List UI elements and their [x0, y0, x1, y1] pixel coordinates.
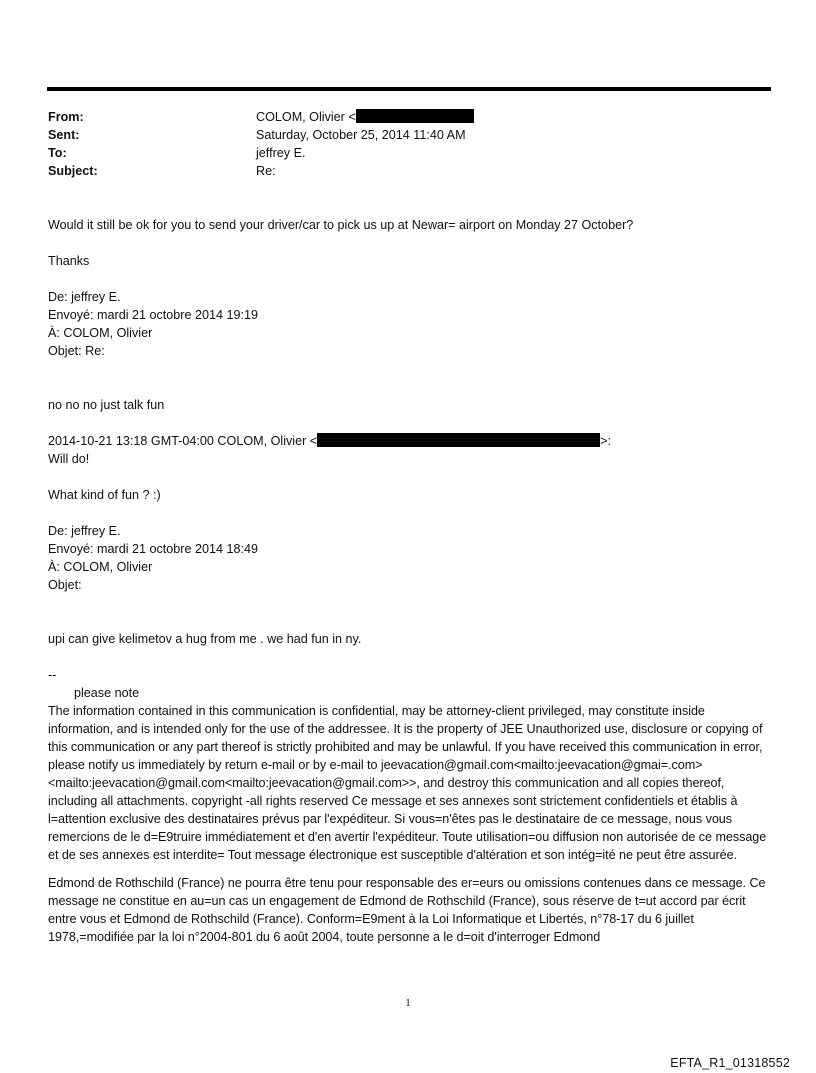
quote2-subject: Objet: — [48, 578, 82, 592]
thanks-line: Thanks — [48, 254, 90, 268]
email-header — [48, 108, 748, 180]
from-label: From: — [48, 110, 84, 124]
please-note: please note — [74, 686, 140, 700]
to-value: jeffrey E. — [256, 146, 306, 160]
quote1-from: De: jeffrey E. — [48, 290, 121, 304]
quote1-to: À: COLOM, Olivier — [48, 326, 153, 340]
subject-row — [48, 162, 748, 180]
quote1-sent: Envoyé: mardi 21 octobre 2014 19:19 — [48, 308, 259, 322]
redaction-box — [317, 433, 600, 447]
quote2-from: De: jeffrey E. — [48, 524, 121, 538]
subject-label: Subject: — [48, 164, 98, 178]
email-body — [48, 216, 772, 946]
to-label: To: — [48, 146, 67, 160]
quote-header-suffix: >: — [600, 434, 612, 448]
signature-separator: -- — [48, 668, 57, 682]
edmond-disclaimer: Edmond de Rothschild (France) ne pourra être tenu pour responsable des er=eurs ou omissions contenues dans ce message. Ce message ne constitue en au=un cas un engagement de Edmond de Rothschild (France), sous réserve de t=ut accord par écrit entre vous et Edmond de Rothschild (France). Conform=E9ment à la Loi Informatique et Libertés, n°78-17 du 6 juillet 1978,=modifiée par la loi n°2004-801 du 6 août 2004, toute personne a le d=oit d'interroger Edmond — [48, 876, 766, 944]
quote-header-prefix: 2014-10-21 13:18 GMT-04:00 COLOM, Olivier < — [48, 434, 318, 448]
quote-header-line — [48, 432, 772, 450]
confidentiality-disclaimer: The information contained in this communication is confidential, may be attorney-client privileged, may constitute inside information, and is intended only for the use of the addressee. It is the property of JEE Unauthorized use, disclosure or copying of this communication or any part thereof is strictly prohibited and may be unlawful. If you have received this communication in error, please notify us immediately by return e-mail or by e-mail to jeevacation@gmail.com<mailto:jeevacation@gmai=.com><mailto:jeevacation@gmail.com<mailto:jeevacation@gmail.com>>, and destroy this communication and all copies thereof, including all attachments. copyright -all rights reserved Ce message et ses annexes sont strictement confidentiels et établis à l=attention exclusive des destinataires prévus par l'expéditeur. Si vous=n'êtes pas le destinataire de ce message, nous vous remercions de le d=E9truire immédiatement et d'en avertir l'expéditeur. Toute utilisation=ou diffusion non autorisée de ce message et de ses annexes est interdite= Tout message électronique est susceptible d'altération et son intég=ité ne peut être assurée. — [48, 704, 767, 862]
page-number: 1 — [405, 997, 411, 1009]
message-line: Would it still be ok for you to send your driver/car to pick us up at Newar= airport on Monday 27 October? — [48, 218, 634, 232]
to-row — [48, 144, 748, 162]
subject-value: Re: — [256, 164, 276, 178]
quote2-sent: Envoyé: mardi 21 octobre 2014 18:49 — [48, 542, 259, 556]
what-kind-line: What kind of fun ? :) — [48, 488, 161, 502]
sent-label: Sent: — [48, 128, 80, 142]
from-value — [256, 108, 748, 126]
header-rule — [47, 87, 771, 91]
will-do-line: Will do! — [48, 452, 90, 466]
sent-value: Saturday, October 25, 2014 11:40 AM — [256, 128, 466, 142]
original-message: upi can give kelimetov a hug from me . we had fun in ny. — [48, 632, 362, 646]
redaction-box — [356, 109, 474, 123]
from-name: COLOM, Olivier < — [256, 110, 356, 124]
reply-line: no no no just talk fun — [48, 398, 165, 412]
sent-row — [48, 126, 748, 144]
bates-number: EFTA_R1_01318552 — [670, 1056, 790, 1070]
quote2-to: À: COLOM, Olivier — [48, 560, 153, 574]
from-row — [48, 108, 748, 126]
quote1-subject: Objet: Re: — [48, 344, 105, 358]
